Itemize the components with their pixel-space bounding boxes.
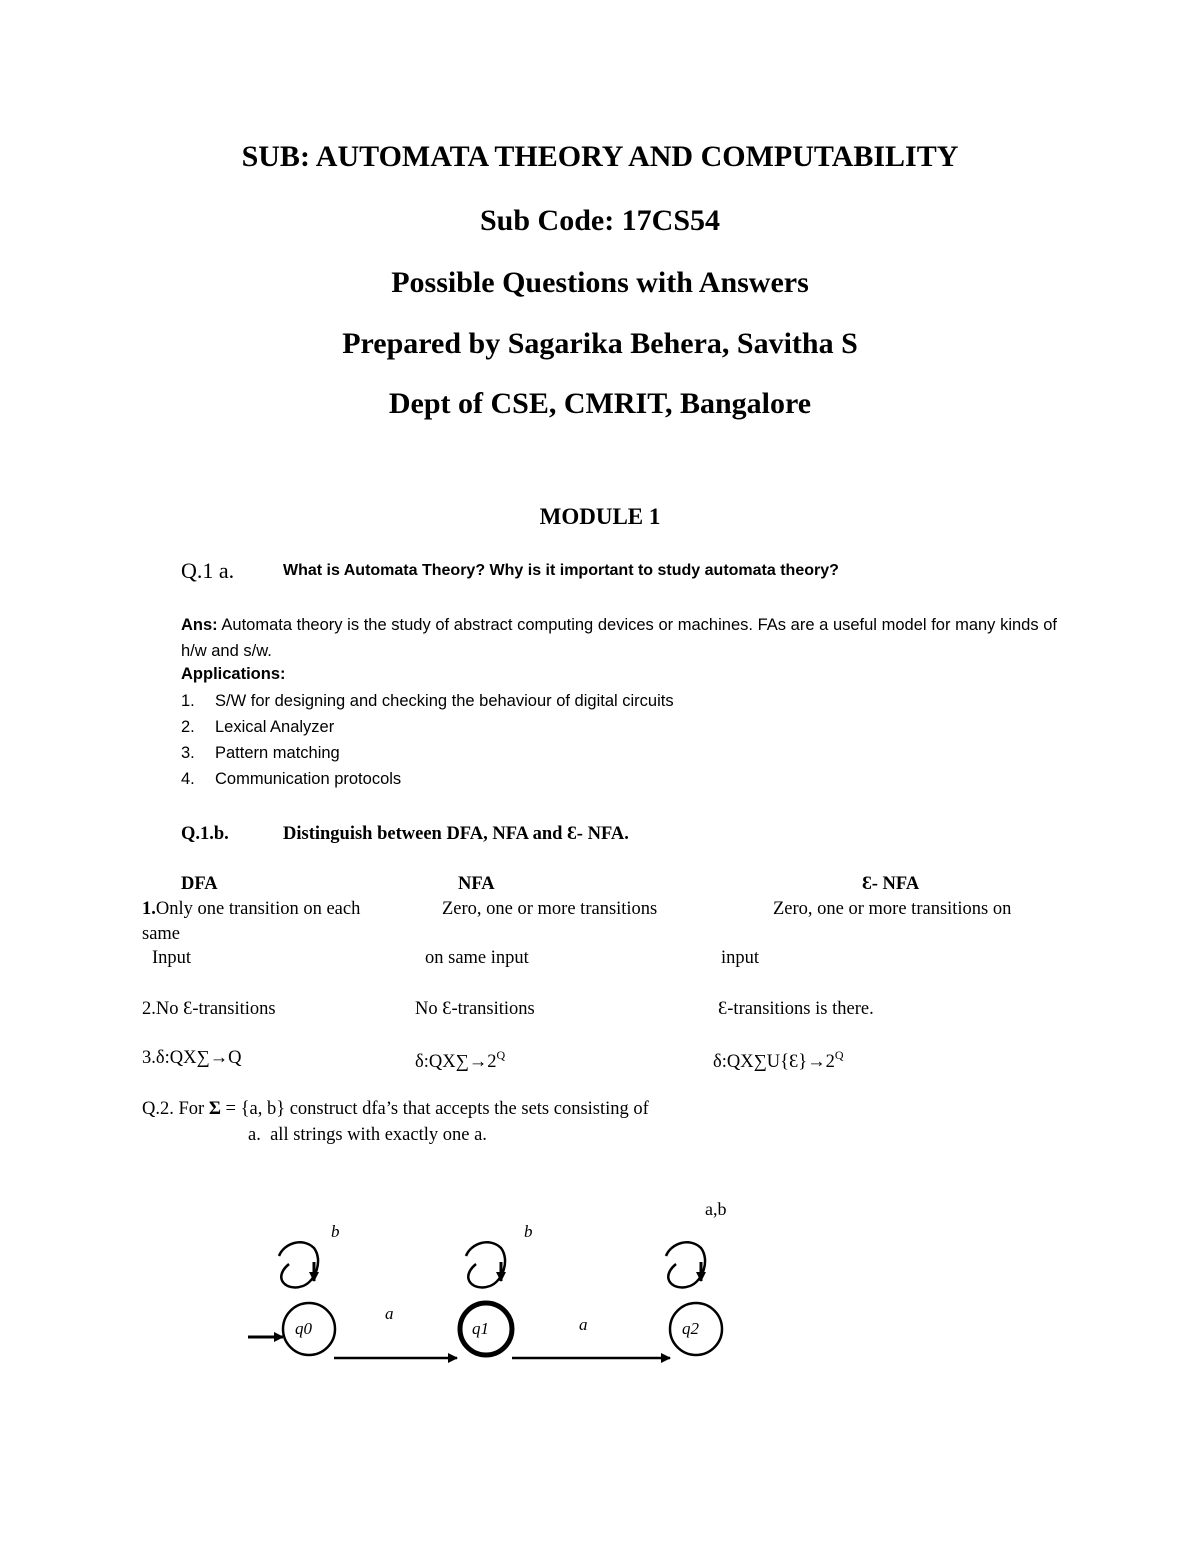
nfa-row3-superscript: Q [496, 1048, 506, 1062]
question-1b-text: Distinguish between DFA, NFA and Ɛ- NFA. [283, 824, 629, 844]
loop-label-q2: a,b [705, 1199, 727, 1219]
enfa-row1-line2: input [721, 948, 760, 968]
dfa-row1-number: 1. [142, 899, 156, 919]
state-q1-label: q1 [472, 1319, 489, 1338]
application-number: 3. [181, 744, 195, 762]
dfa-row3: 3.δ:QX∑→Q [142, 1048, 242, 1068]
enfa-row3-superscript: Q [834, 1048, 844, 1062]
department: Dept of CSE, CMRIT, Bangalore [388, 387, 812, 420]
question-2-prefix: Q.2. For [142, 1099, 205, 1119]
loop-label-q1: b [524, 1222, 533, 1241]
nfa-row2: No Ɛ-transitions [415, 999, 535, 1019]
application-text: Pattern matching [215, 744, 340, 762]
edge-label-q0-q1: a [385, 1304, 394, 1323]
question-1a-text: What is Automata Theory? Why is it important to study automata theory? [283, 562, 839, 579]
column-header-dfa: DFA [181, 874, 218, 894]
subject-title: SUB: AUTOMATA THEORY AND COMPUTABILITY [241, 140, 959, 173]
state-q0 [283, 1303, 335, 1355]
application-text: Communication protocols [215, 770, 402, 788]
self-loop-q0 [279, 1242, 318, 1287]
application-text: S/W for designing and checking the behaviour of digital circuits [215, 692, 674, 710]
module-heading: MODULE 1 [539, 504, 661, 529]
part-a-label: a. [248, 1125, 261, 1145]
prepared-by: Prepared by Sagarika Behera, Savitha S [342, 327, 858, 360]
part-a-text: all strings with exactly one a. [270, 1125, 487, 1145]
answer-text: Automata theory is the study of abstract computing devices or machines. FAs are a useful model for many kinds of h/w and s/w. [181, 616, 1057, 660]
enfa-row1-line1: Zero, one or more transitions on [773, 899, 1012, 919]
self-loop-q2 [666, 1242, 705, 1287]
dfa-row2: 2.No Ɛ-transitions [142, 999, 276, 1019]
application-text: Lexical Analyzer [215, 718, 335, 736]
nfa-row1-line2: on same input [425, 948, 529, 968]
dfa-row1-line2: same [142, 924, 181, 944]
loop-label-q0: b [331, 1222, 340, 1241]
application-number: 4. [181, 770, 195, 788]
column-header-nfa: NFA [458, 874, 495, 894]
application-number: 1. [181, 692, 195, 710]
dfa-row1-text: Only one transition on each [155, 899, 361, 919]
column-header-enfa: Ɛ- NFA [862, 874, 920, 894]
self-loop-q1 [466, 1242, 505, 1287]
answer-label: Ans: [181, 616, 218, 634]
state-q1 [460, 1303, 512, 1355]
nfa-row3-text: δ:QX∑→2 [415, 1052, 497, 1072]
sub-code: Sub Code: 17CS54 [479, 204, 721, 237]
state-q2-label: q2 [682, 1319, 699, 1338]
sigma-symbol: Σ [208, 1099, 221, 1119]
document-title: Possible Questions with Answers [391, 266, 809, 299]
state-q0-label: q0 [295, 1319, 312, 1338]
application-number: 2. [181, 718, 195, 736]
question-1b-label: Q.1.b. [181, 824, 229, 844]
enfa-row2: Ɛ-transitions is there. [718, 999, 874, 1019]
state-q2 [670, 1303, 722, 1355]
nfa-row1-line1: Zero, one or more transitions [442, 899, 658, 919]
question-1a-label: Q.1 a. [181, 558, 235, 583]
applications-title: Applications: [181, 665, 286, 683]
question-2-text: = {a, b} construct dfa’s that accepts the sets consisting of [225, 1099, 649, 1119]
edge-label-q1-q2: a [579, 1315, 588, 1334]
dfa-row1-line3: Input [152, 948, 192, 968]
enfa-row3-text: δ:QX∑U{Ɛ}→2 [713, 1052, 835, 1072]
